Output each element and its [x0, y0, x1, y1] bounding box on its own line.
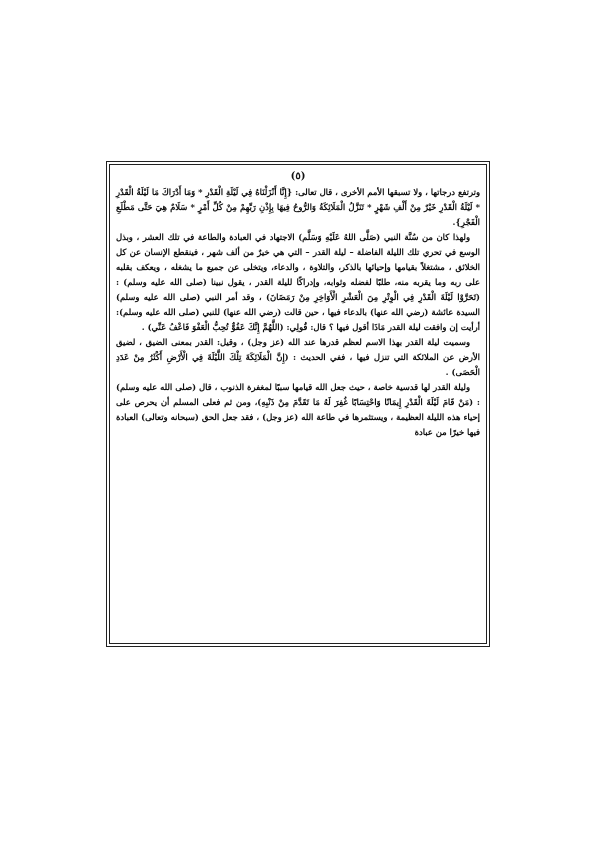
paragraph-4: وليلة القدر لها قدسية خاصة ، حيث جعل الله قيامها سببًا لمغفرة الذنوب ، قال (صلى الله عليه وسلم) : (مَنْ قَامَ لَيْلَةَ الْقَدْرِ إِيمَانًا وَاحْتِسَابًا غُفِرَ لَهُ مَا تَقَدَّمَ مِنْ ذَنْبِهِ)، ومن ثم فعلى المسلم أن يحرص على إحياء هذه الليلة العظيمة ، ويستثمرها في طاعة الله (عز وجل) ، فقد جعل الحق (سبحانه وتعالى) العبادة فيها خيرًا من عبادة — [116, 382, 480, 437]
paragraph-2: ولهذا كان من سُنَّة النبي (صَلَّى اللهُ عَلَيْهِ وَسَلَّم) الاجتهاد في العبادة والطاعة في تلك العشر ، وبذل الوسع في تحري تلك الليلة الفاضلة – ليلة القدر – التي هي خيرٌ من ألف شهر ، فينقطع الإنسان عن كل الخلائق ، مشتغلاً بقيامها وإحيائها بالذكر، والتلاوة ، والدعاء، ويتخلى عن جميع ما يشغله ، ويعكف بقلبه على ربه وما يقربه منه، طلبًا لفضله وثوابه، وإدراكًا لليلة القدر ، يقول نبينا (صلى الله عليه وسلم) : (تَحَرَّوْا لَيْلَةَ الْقَدْرِ فِي الْوِتْرِ مِنَ الْعَشْرِ الْأَوَاخِرِ مِنْ رَمَضَانَ) ، وقد أمر النبي (صلى الله عليه وسلم) السيدة عائشة (رضي الله عنها) بالدعاء فيها ، حين قالت (رضي الله عنها) للنبي (صلى الله عليه وسلم): أرأيت إن وافقت ليلة القدر مَاذَا أقول فيها ؟ قال: قُولِي: (اللَّهُمَّ إِنَّكَ عَفُوٌّ تُحِبُّ الْعَفْوَ فَاعْفُ عَنِّي) . — [116, 232, 480, 332]
page-frame — [109, 164, 487, 644]
paragraph-1: وترتفع درجاتها ، ولا تسبقها الأمم الأخرى ، قال تعالى: {إِنَّا أَنْزَلْنَاهُ فِي لَيْلَةِ الْقَدْرِ * وَمَا أَدْرَاكَ مَا لَيْلَةُ الْقَدْرِ * لَيْلَةُ الْقَدْرِ خَيْرٌ مِنْ أَلْفِ شَهْرٍ * تَنَزَّلُ الْمَلَائِكَةُ وَالرُّوحُ فِيهَا بِإِذْنِ رَبِّهِمْ مِنْ كُلِّ أَمْرٍ * سَلَامٌ هِيَ حَتَّى مَطْلَعِ الْفَجْرِ}. — [116, 187, 480, 227]
main-text — [116, 185, 480, 440]
paragraph-3: وسميت ليلة القدر بهذا الاسم لعظم قدرها عند الله (عز وجل) ، وقيل: القدر بمعنى الضيق ، لضيق الأرض عن الملائكة التي تنزل فيها ، ففي الحديث : (إِنَّ الْمَلَائِكَةَ تِلْكَ اللَّيْلَةَ فِي الْأَرْضِ أَكْثَرُ مِنْ عَدَدِ الْحَصَى) . — [116, 337, 480, 377]
page-number: (٥) — [290, 171, 306, 182]
